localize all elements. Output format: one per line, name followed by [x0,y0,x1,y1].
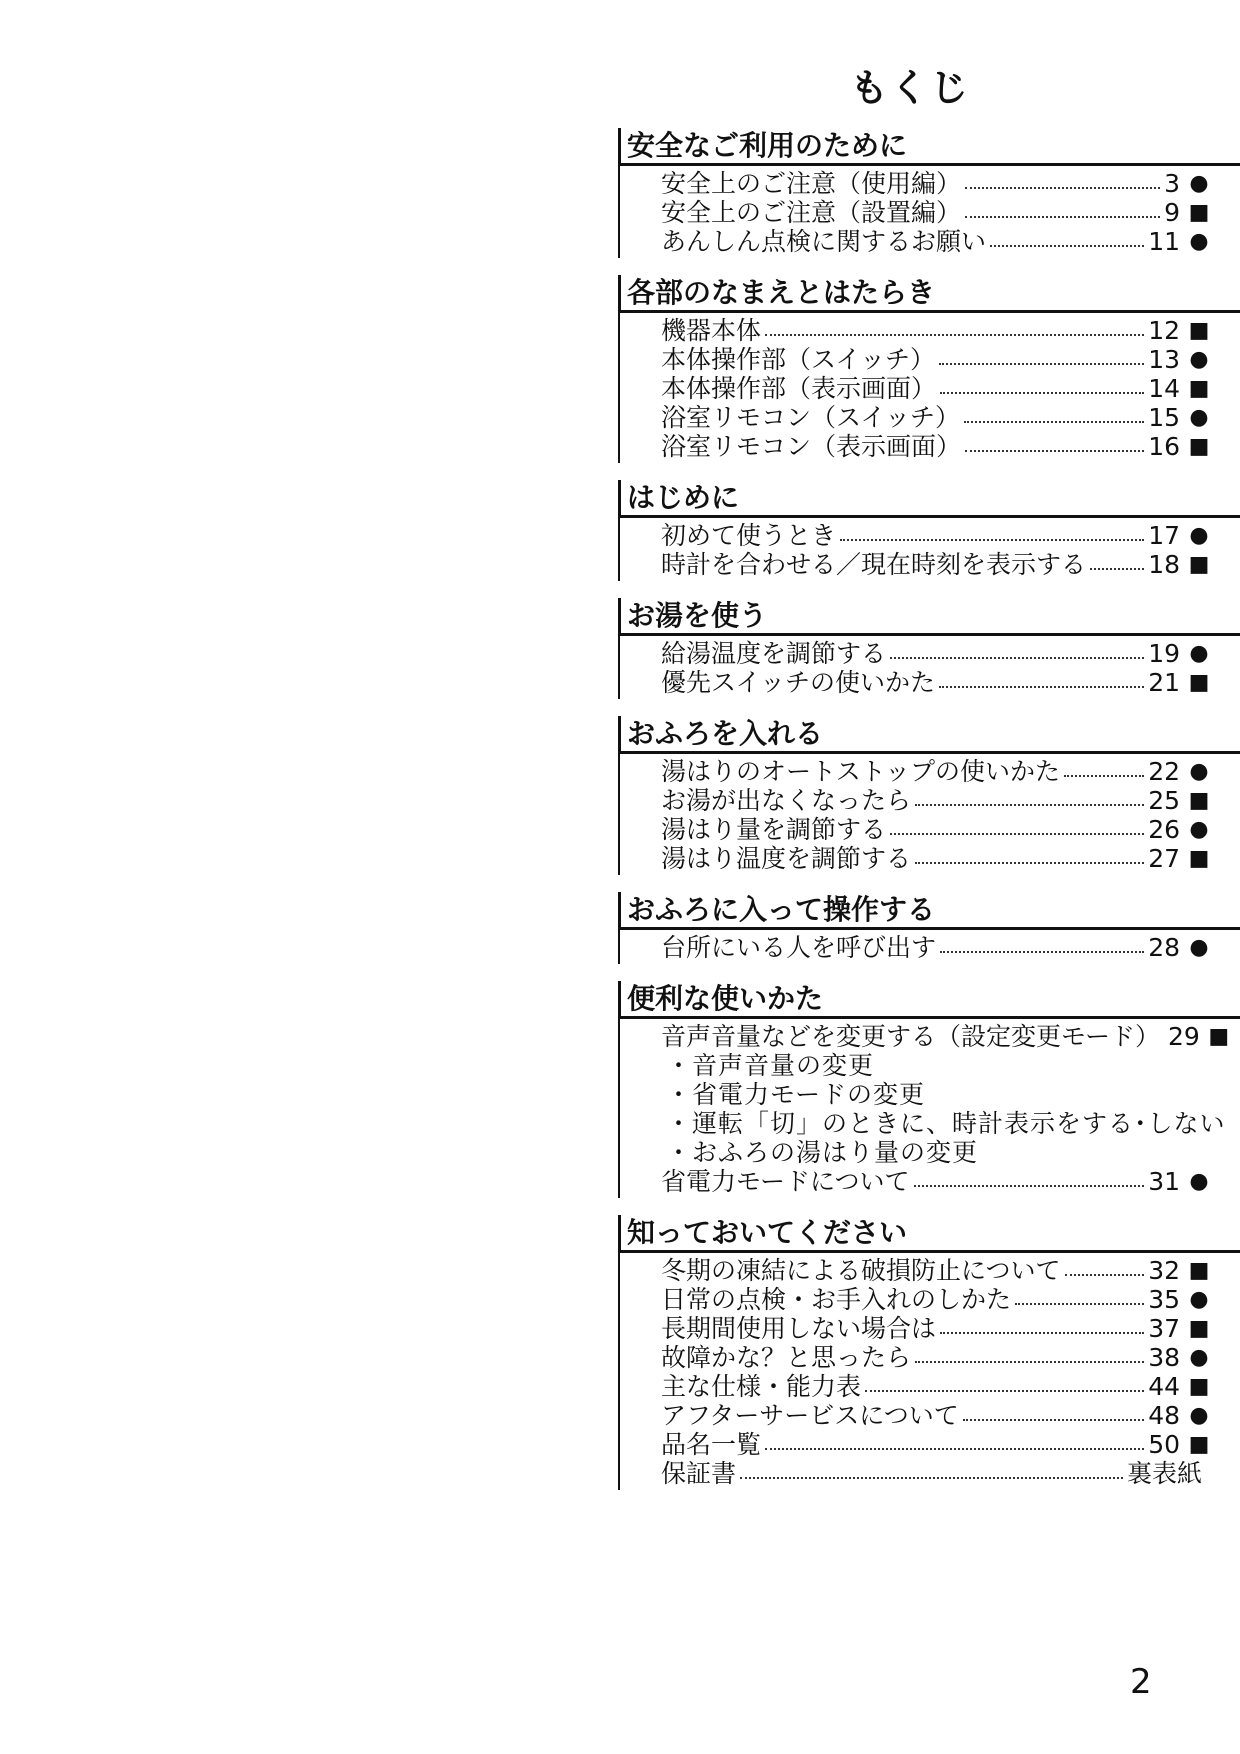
toc-subentry [620,1109,1240,1138]
leader-dots [915,844,1144,864]
toc-entry[interactable] [620,1285,1240,1314]
toc-entry[interactable] [620,1343,1240,1372]
leader-dots [1015,1285,1144,1305]
square-marker-icon: ■ [1188,318,1210,343]
leader-dots [965,432,1144,452]
entry-label: 台所にいる人を呼び出す [661,933,937,962]
toc-entry[interactable] [620,1167,1240,1196]
leader-dots [1065,1256,1145,1276]
leader-dots [940,374,1144,394]
circle-marker-icon: ● [1189,817,1209,842]
section-items [618,313,1240,463]
toc-section [618,716,1240,875]
entry-label: 長期間使用しない場合は [661,1314,937,1343]
section-heading: おふろを入れる [618,716,1240,754]
toc-section [618,480,1240,581]
leader-dots [965,198,1160,218]
circle-marker-icon: ● [1189,935,1209,960]
section-items [618,1019,1240,1198]
entry-page-number: 27 [1148,844,1180,873]
entry-label: 給湯温度を調節する [661,639,887,668]
section-heading: おふろに入って操作する [618,892,1240,930]
entry-page-number: 29 [1168,1022,1200,1051]
entry-page-number: 26 [1148,815,1180,844]
toc-entry[interactable] [620,786,1240,815]
toc-entry[interactable] [620,1459,1240,1488]
toc-entry[interactable] [620,844,1240,873]
entry-label: 浴室リモコン（表示画面） [661,432,962,461]
entry-page-number: 3 [1164,169,1180,198]
leader-dots [1064,757,1144,777]
leader-dots [865,1372,1144,1392]
leader-dots [939,668,1144,688]
entry-label: 湯はり温度を調節する [661,844,912,873]
toc-entry[interactable] [620,345,1240,374]
entry-page-number: 37 [1148,1314,1180,1343]
toc-subentry [620,1138,1240,1167]
entry-label: ・省電力モードの変更 [666,1080,926,1109]
page-title: もくじ [849,66,970,110]
entry-label: 優先スイッチの使いかた [661,668,936,697]
entry-page-number: 18 [1148,550,1180,579]
entry-page-number: 13 [1148,345,1180,374]
toc-entry[interactable] [620,550,1240,579]
toc-entry[interactable] [620,639,1240,668]
toc-entry[interactable] [620,316,1240,345]
section-items [618,754,1240,875]
leader-dots [914,1167,1145,1187]
square-marker-icon: ■ [1188,1432,1210,1457]
section-heading: お湯を使う [618,598,1240,636]
entry-label: 主な仕様・能力表 [661,1372,862,1401]
entry-label: 音声音量などを変更する（設定変更モード） [661,1022,1161,1051]
section-heading: はじめに [618,480,1240,518]
entry-label: あんしん点検に関するお願い [661,227,987,256]
entry-label: 時計を合わせる／現在時刻を表示する [661,550,1087,579]
square-marker-icon: ■ [1188,376,1210,401]
leader-dots [1090,550,1144,570]
entry-label: 本体操作部（スイッチ） [661,345,936,374]
page-number: 2 [1130,1662,1152,1702]
entry-page-number: 48 [1148,1401,1180,1430]
toc-entry[interactable] [620,1372,1240,1401]
toc-entry[interactable] [620,374,1240,403]
section-items [618,930,1240,964]
toc-entry[interactable] [620,1314,1240,1343]
square-marker-icon: ■ [1188,552,1210,577]
entry-label: 冬期の凍結による破損防止について [661,1256,1061,1285]
section-items [618,518,1240,581]
square-marker-icon: ■ [1188,200,1210,225]
section-heading: 各部のなまえとはたらき [618,275,1240,313]
entry-page-number: 28 [1148,933,1180,962]
entry-page-number: 38 [1148,1343,1180,1372]
entry-page-number: 16 [1148,432,1180,461]
toc-entry[interactable] [620,1401,1240,1430]
toc-subentry [620,1080,1240,1109]
entry-label: 安全上のご注意（使用編） [661,169,962,198]
entry-page-number: 11 [1148,227,1180,256]
leader-dots [940,933,1144,953]
leader-dots [915,1343,1144,1363]
toc-entry[interactable] [620,169,1240,198]
toc-section [618,981,1240,1198]
entry-page-number: 9 [1164,198,1180,227]
entry-page-number: 44 [1148,1372,1180,1401]
entry-page-number: 14 [1148,374,1180,403]
entry-page-number: 31 [1148,1167,1180,1196]
entry-label: 初めて使うとき [661,521,837,550]
square-marker-icon: ■ [1188,1258,1210,1283]
entry-page-number: 19 [1148,639,1180,668]
entry-label: 湯はり量を調節する [661,815,887,844]
leader-dots [840,521,1144,541]
entry-page-number: 35 [1148,1285,1180,1314]
toc-entry[interactable] [620,198,1240,227]
circle-marker-icon: ● [1189,347,1209,372]
circle-marker-icon: ● [1189,523,1209,548]
entry-label: 日常の点検・お手入れのしかた [661,1285,1012,1314]
square-marker-icon: ■ [1188,670,1210,695]
toc-entry[interactable] [620,757,1240,786]
toc-subentry [620,1051,1240,1080]
toc-entry[interactable] [620,1022,1240,1051]
toc-entry[interactable] [620,1430,1240,1459]
toc-entry[interactable] [620,432,1240,461]
toc-entry[interactable] [620,227,1240,256]
entry-label: 浴室リモコン（スイッチ） [661,403,961,432]
circle-marker-icon: ● [1189,171,1209,196]
leader-dots [940,1314,1144,1334]
circle-marker-icon: ● [1189,405,1209,430]
entry-label: 安全上のご注意（設置編） [661,198,962,227]
square-marker-icon: ■ [1208,1024,1230,1049]
leader-dots [939,345,1144,365]
section-heading: 安全なご利用のために [618,128,1240,166]
section-items [618,166,1240,258]
entry-label: 機器本体 [661,316,762,345]
square-marker-icon: ■ [1188,846,1210,871]
circle-marker-icon: ● [1189,1169,1209,1194]
entry-label: お湯が出なくなったら [661,786,912,815]
toc-entry[interactable] [620,815,1240,844]
toc-section [618,598,1240,699]
toc-section [618,128,1240,258]
toc-entry[interactable] [620,1256,1240,1285]
leader-dots [990,227,1144,247]
entry-page-number: 22 [1148,757,1180,786]
leader-dots [964,403,1144,423]
toc-section [618,275,1240,463]
entry-label: 湯はりのオートストップの使いかた [661,757,1061,786]
entry-label: 本体操作部（表示画面） [661,374,937,403]
leader-dots [890,815,1144,835]
square-marker-icon: ■ [1188,1316,1210,1341]
entry-page-number: 15 [1148,403,1180,432]
entry-label: ・運転「切」のときに、時計表示をする･しない [666,1109,1226,1138]
circle-marker-icon: ● [1189,1345,1209,1370]
entry-page-number: 17 [1148,521,1180,550]
circle-marker-icon: ● [1189,1403,1209,1428]
toc-section [618,1215,1240,1490]
circle-marker-icon: ● [1189,759,1209,784]
leader-dots [915,786,1144,806]
entry-label: ・音声音量の変更 [666,1051,875,1080]
entry-page-number: 32 [1148,1256,1180,1285]
circle-marker-icon: ● [1189,1287,1209,1312]
toc-entry[interactable] [620,403,1240,432]
entry-label: 省電力モードについて [661,1167,910,1196]
toc-entry[interactable] [620,933,1240,962]
toc-entry[interactable] [620,521,1240,550]
leader-dots [765,316,1144,336]
entry-page-number: 12 [1148,316,1180,345]
circle-marker-icon: ● [1189,229,1209,254]
entry-page-number: 裏表紙 [1126,1459,1202,1488]
entry-label: アフターサービスについて [661,1401,959,1430]
section-items [618,1253,1240,1490]
entry-page-number: 25 [1148,786,1180,815]
toc-section [618,892,1240,964]
entry-label: ・おふろの湯はり量の変更 [666,1138,979,1167]
entry-page-number: 21 [1148,668,1180,697]
section-heading: 知っておいてください [618,1215,1240,1253]
circle-marker-icon: ● [1189,641,1209,666]
entry-page-number: 50 [1148,1430,1180,1459]
section-heading: 便利な使いかた [618,981,1240,1019]
leader-dots [890,639,1144,659]
toc-entry[interactable] [620,668,1240,697]
section-items [618,636,1240,699]
table-of-contents [618,128,1240,1507]
leader-dots [740,1459,1123,1479]
leader-dots [965,169,1160,189]
leader-dots [963,1401,1144,1421]
entry-label: 保証書 [661,1459,737,1488]
square-marker-icon: ■ [1188,788,1210,813]
square-marker-icon: ■ [1188,1374,1210,1399]
leader-dots [765,1430,1144,1450]
entry-label: 品名一覧 [661,1430,762,1459]
entry-label: 故障かな？と思ったら [661,1343,912,1372]
square-marker-icon: ■ [1188,434,1210,459]
